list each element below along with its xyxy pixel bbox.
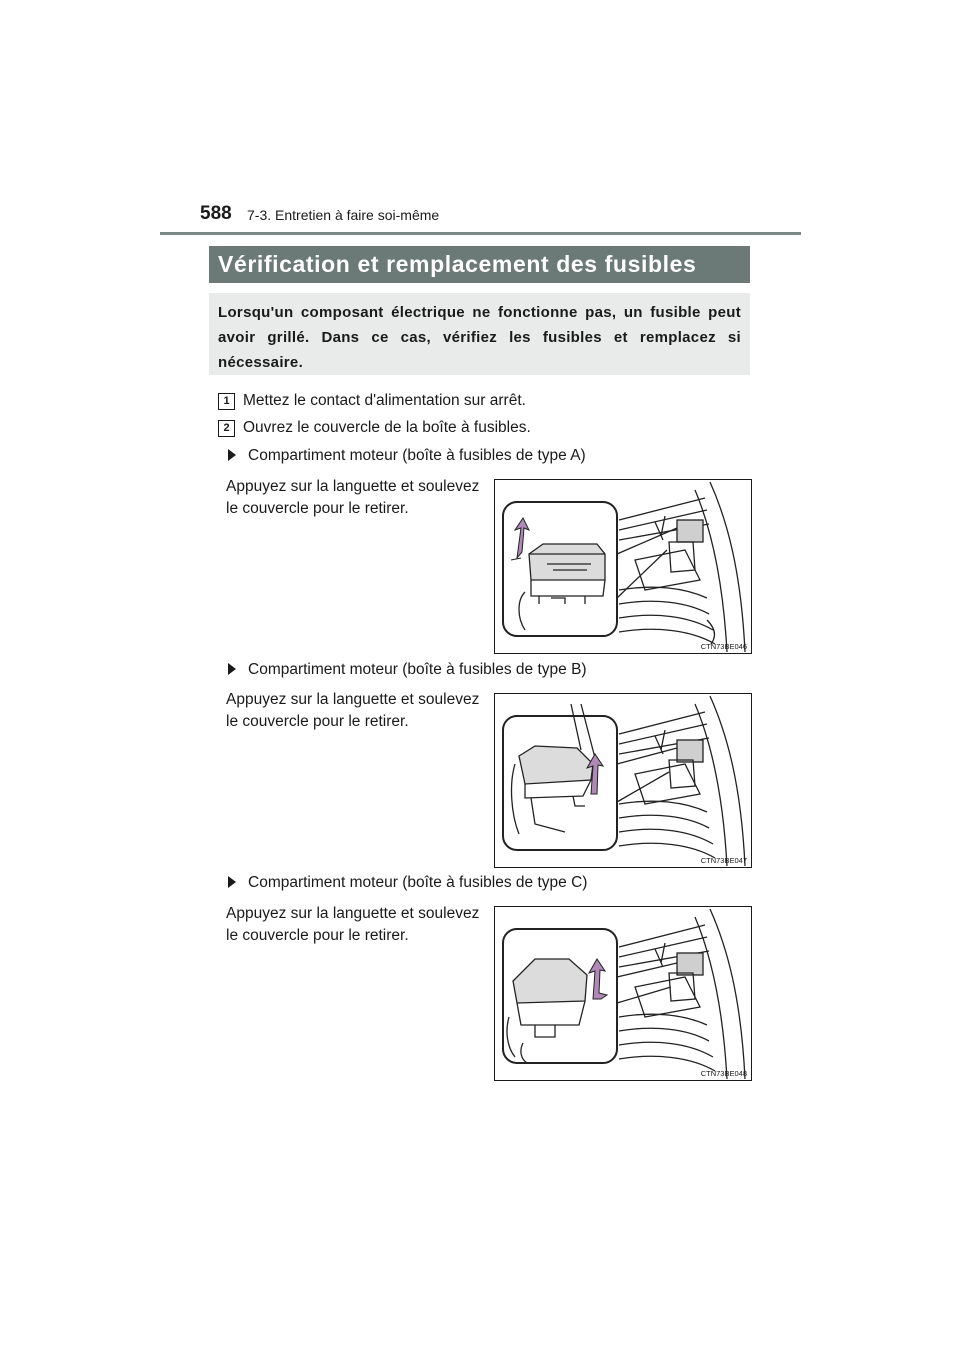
section-reference: 7-3. Entretien à faire soi-même	[247, 207, 440, 223]
page-title: Vérification et remplacement des fusibles	[209, 246, 750, 283]
fuse-box-b-illustration	[495, 694, 751, 867]
header-divider	[160, 232, 801, 235]
step-number-2: 2	[218, 420, 235, 437]
fuse-box-a-illustration	[495, 480, 751, 653]
figure-fuse-box-b	[494, 693, 752, 868]
section-heading-c: Compartiment moteur (boîte à fusibles de type C)	[228, 874, 587, 892]
fuse-box-c-illustration	[495, 907, 751, 1080]
intro-box	[209, 293, 750, 375]
section-description-b: Appuyez sur la languette et soulevez le couvercle pour le retirer.	[226, 691, 480, 730]
step-number-1: 1	[218, 393, 235, 410]
figure-fuse-box-a	[494, 479, 752, 654]
figure-code-a: CTN73BE046	[700, 642, 747, 651]
section-heading-b: Compartiment moteur (boîte à fusibles de type B)	[228, 661, 587, 679]
step-text-2: Ouvrez le couvercle de la boîte à fusibles.	[243, 419, 531, 436]
section-description-c: Appuyez sur la languette et soulevez le couvercle pour le retirer.	[226, 905, 480, 944]
triangle-bullet-icon	[228, 876, 236, 888]
section-description-a: Appuyez sur la languette et soulevez le couvercle pour le retirer.	[226, 478, 480, 517]
intro-text: Lorsqu'un composant électrique ne fonctionne pas, un fusible peut avoir grillé. Dans ce cas, vérifiez les fusibles et remplacez si nécessaire.	[218, 304, 741, 371]
figure-code-b: CTN73BE047	[700, 856, 747, 865]
section-heading-a: Compartiment moteur (boîte à fusibles de type A)	[228, 447, 586, 465]
triangle-bullet-icon	[228, 449, 236, 461]
triangle-bullet-icon	[228, 663, 236, 675]
step-text-1: Mettez le contact d'alimentation sur arrêt.	[243, 392, 526, 409]
figure-code-c: CTN73BE048	[700, 1069, 747, 1078]
page-number: 588	[200, 203, 232, 224]
figure-fuse-box-c	[494, 906, 752, 1081]
